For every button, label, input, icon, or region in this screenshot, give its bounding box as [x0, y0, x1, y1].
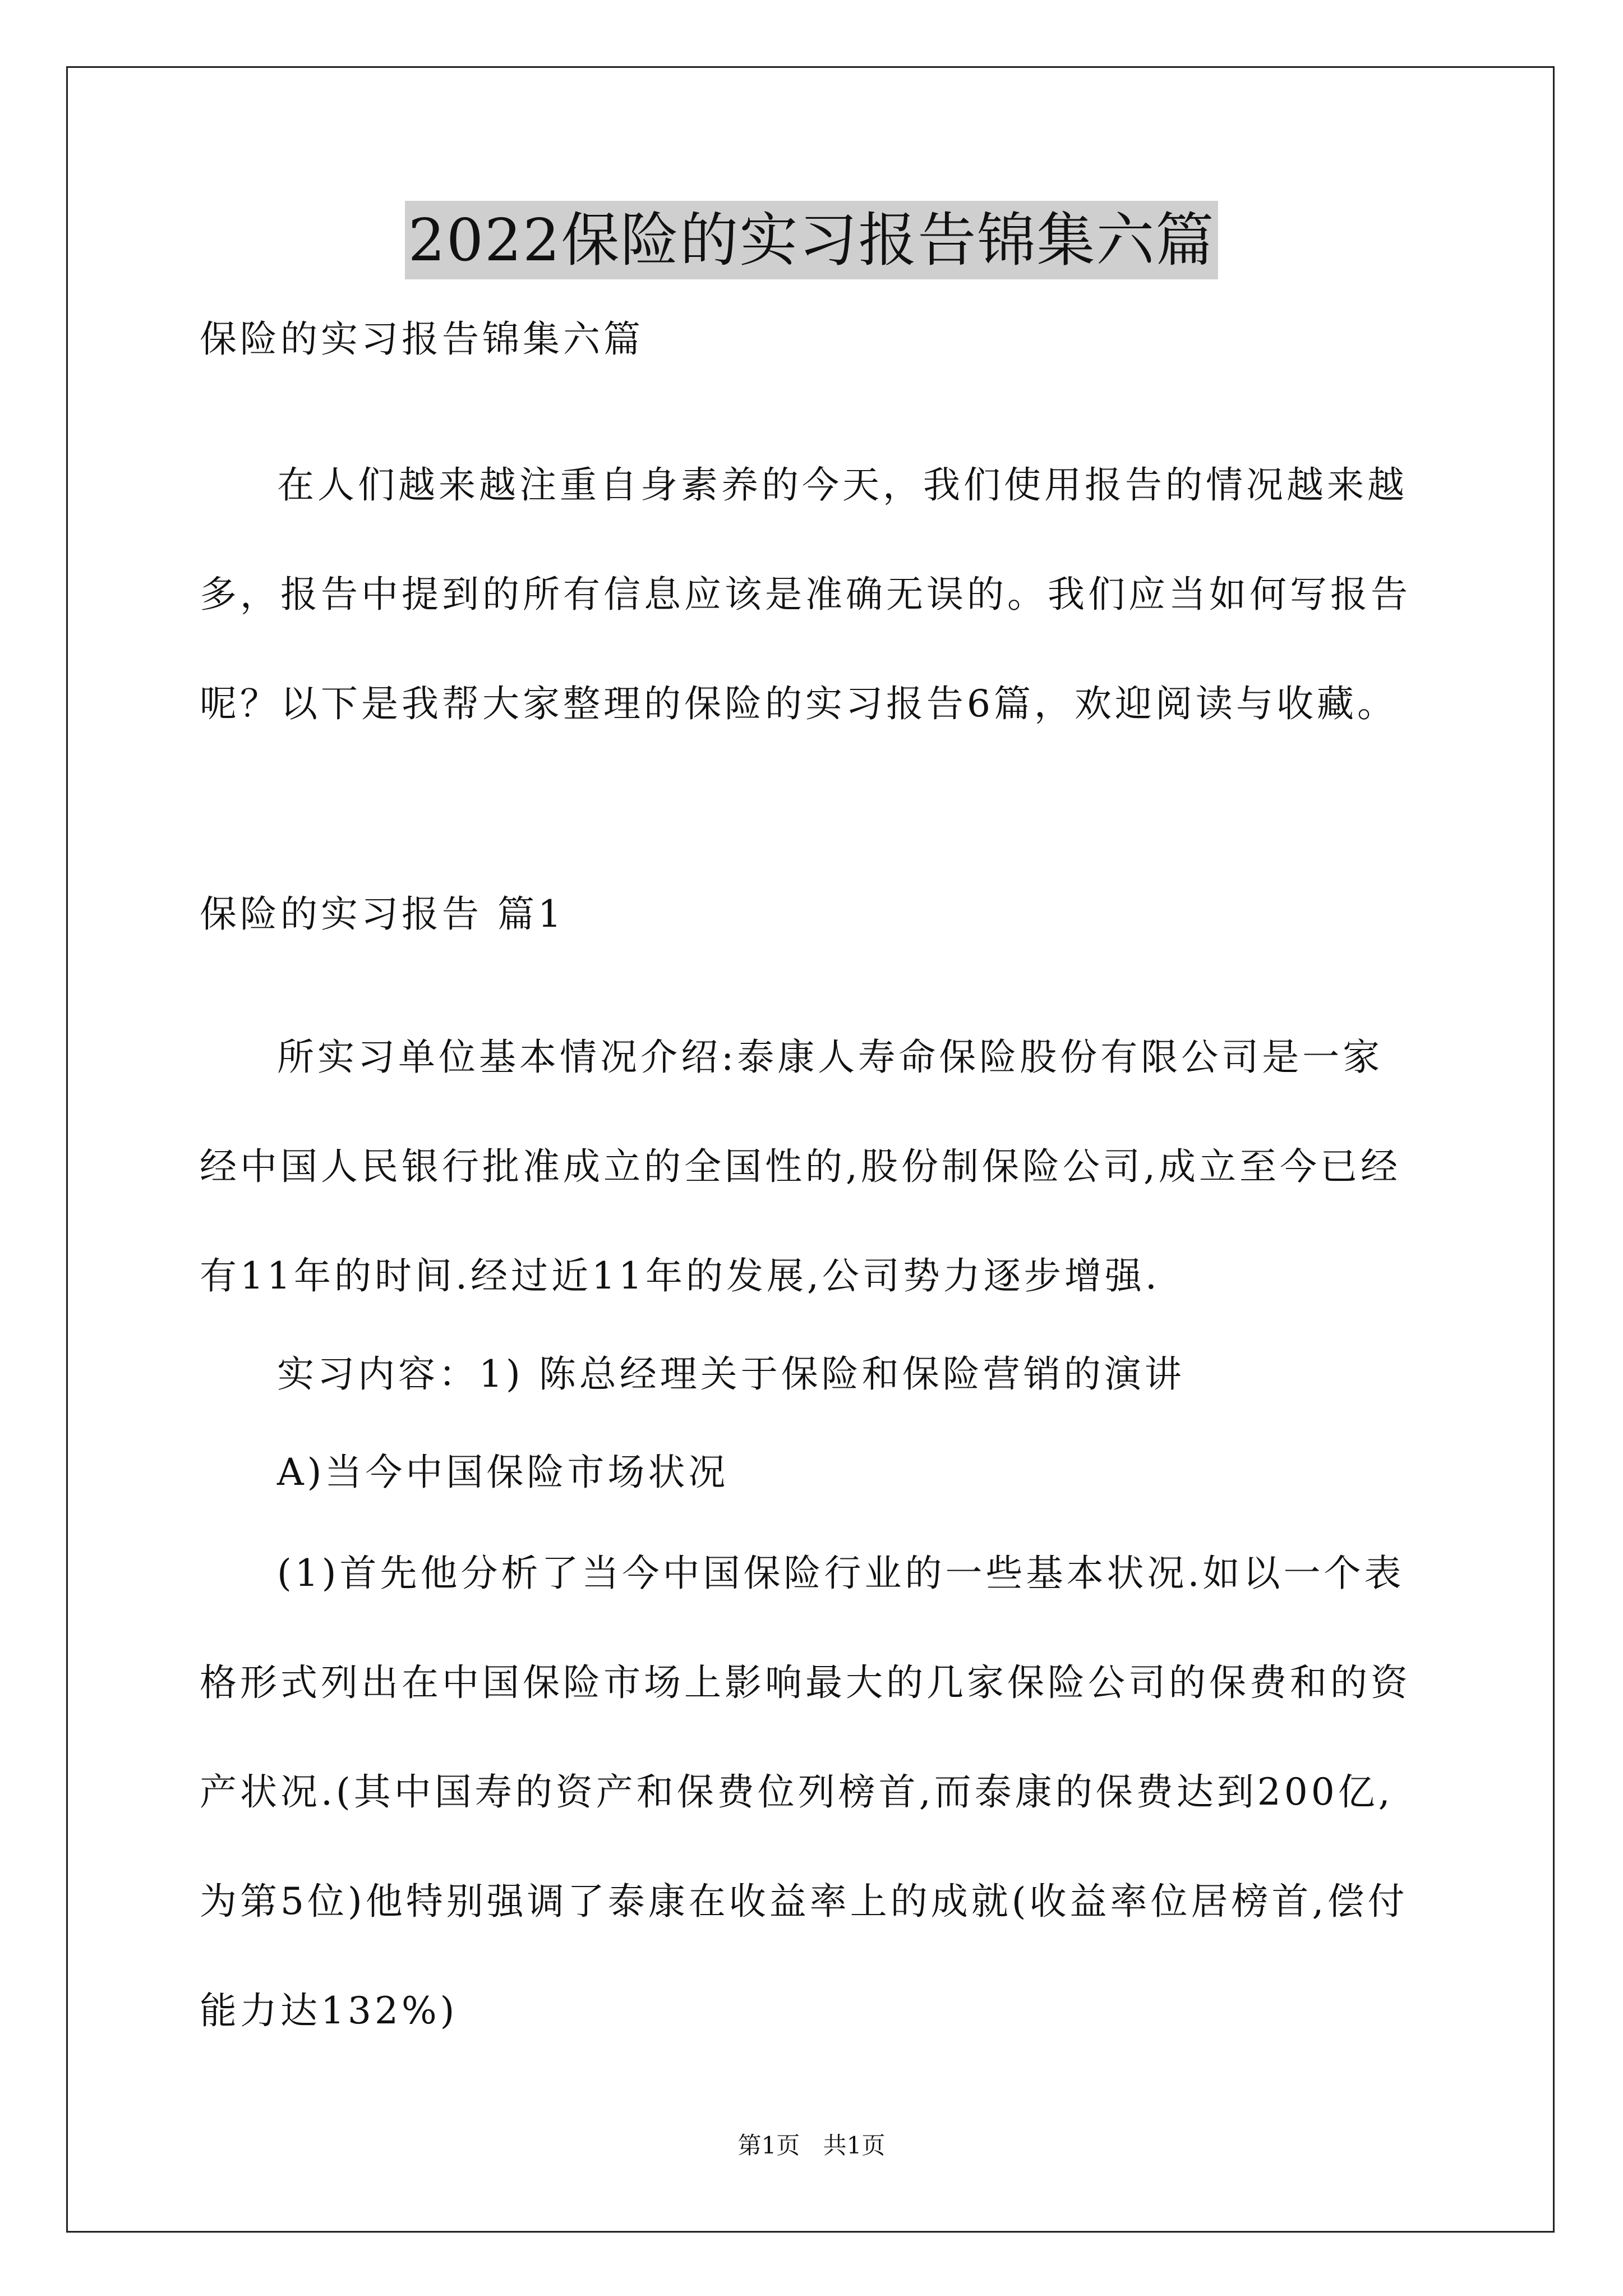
para4-line-5: 能力达132%) — [200, 1989, 458, 2032]
section-heading: 保险的实习报告 篇1 — [200, 892, 565, 936]
para4-line-1: (1)首先他分析了当今中国保险行业的一些基本状况.如以一个表 — [277, 1552, 1405, 1595]
page-total: 共1页 — [823, 2132, 886, 2159]
para1-line-3: 有11年的时间.经过近11年的发展,公司势力逐步增强. — [200, 1254, 1160, 1297]
page-footer — [0, 2129, 1623, 2162]
para1-line-1: 所实习单位基本情况介绍:泰康人寿命保险股份有限公司是一家 — [277, 1036, 1384, 1079]
para1-line-2: 经中国人民银行批准成立的全国性的,股份制保险公司,成立至今已经 — [200, 1145, 1401, 1188]
page-number: 第1页 — [737, 2132, 800, 2159]
para4-line-3: 产状况.(其中国寿的资产和保费位列榜首,而泰康的保费达到200亿, — [200, 1770, 1394, 1814]
document-subtitle: 保险的实习报告锦集六篇 — [200, 318, 644, 361]
para2-line: 实习内容：1) 陈总经理关于保险和保险营销的演讲 — [277, 1352, 1185, 1396]
title-container — [0, 201, 1623, 279]
para4-line-2: 格形式列出在中国保险市场上影响最大的几家保险公司的保费和的资 — [200, 1661, 1411, 1704]
intro-line-3: 呢？以下是我帮大家整理的保险的实习报告6篇，欢迎阅读与收藏。 — [200, 682, 1398, 725]
para3-line: A)当今中国保险市场状况 — [277, 1451, 729, 1494]
document-title: 2022保险的实习报告锦集六篇 — [405, 201, 1219, 279]
intro-line-2: 多，报告中提到的所有信息应该是准确无误的。我们应当如何写报告 — [200, 573, 1411, 616]
para4-line-4: 为第5位)他特别强调了泰康在收益率上的成就(收益率位居榜首,偿付 — [200, 1880, 1408, 1923]
intro-line-1: 在人们越来越注重自身素养的今天，我们使用报告的情况越来越 — [277, 463, 1408, 507]
